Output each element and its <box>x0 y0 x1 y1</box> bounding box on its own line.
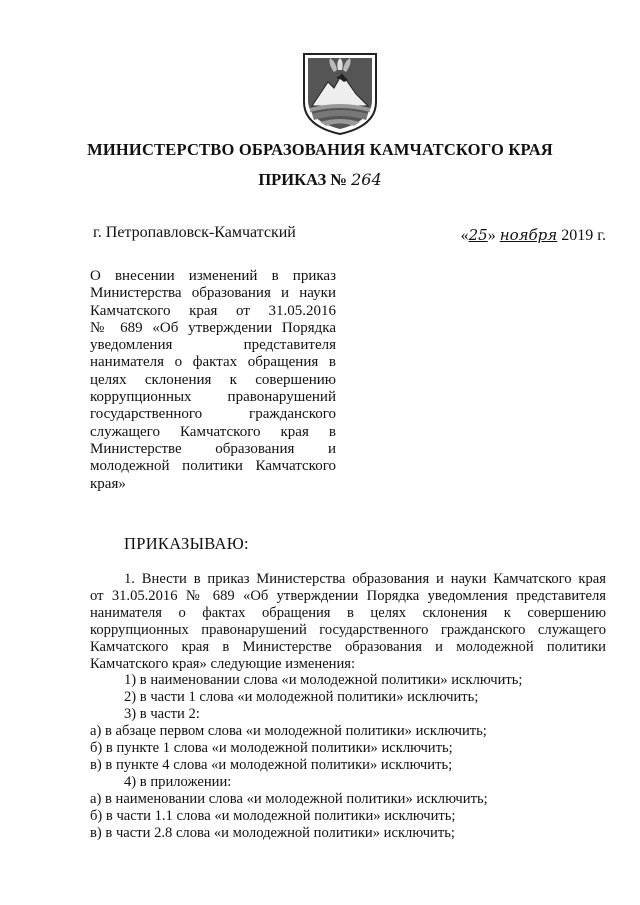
paragraph-line: коррупционных правонарушений государственного гражданского служащего <box>90 621 606 638</box>
subject-line: края» <box>90 475 126 492</box>
list-item: в) в части 2.8 слова «и молодежной политики» исключить; <box>90 824 455 841</box>
order-number: 264 <box>351 170 382 189</box>
paragraph-line: Камчатского края» следующие изменения: <box>90 655 356 672</box>
subject-line: уведомления представителя <box>90 337 336 354</box>
list-item: б) в пункте 1 слова «и молодежной политики» исключить; <box>90 740 453 757</box>
date-day: 25 <box>468 226 488 244</box>
list-item: 1) в наименовании слова «и молодежной политики» исключить; <box>124 672 523 689</box>
subject-line: молодежной политики Камчатского <box>90 458 336 475</box>
subject-line: государственного гражданского <box>90 406 336 423</box>
subject-line: служащего Камчатского края в <box>90 423 336 440</box>
paragraph-line: от 31.05.2016 № 689 «Об утверждении Порядка уведомления представителя <box>90 587 606 604</box>
order-subject <box>90 268 336 493</box>
date-year: 2019 г. <box>561 227 606 244</box>
date-open-quote: « <box>460 227 469 244</box>
order-label: ПРИКАЗ № <box>258 170 347 189</box>
list-item: 2) в части 1 слова «и молодежной политики» исключить; <box>124 689 479 706</box>
order-heading <box>0 170 640 190</box>
date-close-quote: » <box>487 227 496 244</box>
order-date <box>461 226 606 245</box>
place-of-issue: г. Петропавловск-Камчатский <box>93 224 296 241</box>
subject-line: Камчатского края от 31.05.2016 <box>90 302 336 319</box>
list-item: б) в части 1.1 слова «и молодежной политики» исключить; <box>90 807 456 824</box>
subject-line: коррупционных правонарушений <box>90 389 336 406</box>
paragraph-line: 1. Внести в приказ Министерства образования и науки Камчатского края <box>124 571 606 587</box>
paragraph-line: Камчатского края в Министерстве образования и молодежной политики <box>90 638 606 655</box>
date-month: ноября <box>499 226 558 244</box>
ministry-title: МИНИСТЕРСТВО ОБРАЗОВАНИЯ КАМЧАТСКОГО КРАЯ <box>87 140 553 159</box>
list-item: а) в абзаце первом слова «и молодежной политики» исключить; <box>90 723 487 740</box>
subject-line: Министерства образования и науки <box>90 285 336 302</box>
subject-line: № 689 «Об утверждении Порядка <box>90 319 336 336</box>
list-item: 4) в приложении: <box>124 773 232 790</box>
list-item: 3) в части 2: <box>124 706 200 723</box>
subject-line: нанимателя о фактах обращения в <box>90 354 336 371</box>
paragraph-line: нанимателя о фактах обращения в целях склонения к совершению <box>90 604 606 621</box>
subject-line: О внесении изменений в приказ <box>90 268 336 284</box>
orders-word: ПРИКАЗЫВАЮ: <box>124 534 249 553</box>
kamchatka-coat-of-arms-icon <box>298 50 382 136</box>
list-item: в) в пункте 4 слова «и молодежной политики» исключить; <box>90 756 453 773</box>
subject-line: Министерстве образования и <box>90 440 336 457</box>
order-body <box>90 571 606 842</box>
list-item: а) в наименовании слова «и молодежной политики» исключить; <box>90 790 488 807</box>
subject-line: целях склонения к совершению <box>90 371 336 388</box>
